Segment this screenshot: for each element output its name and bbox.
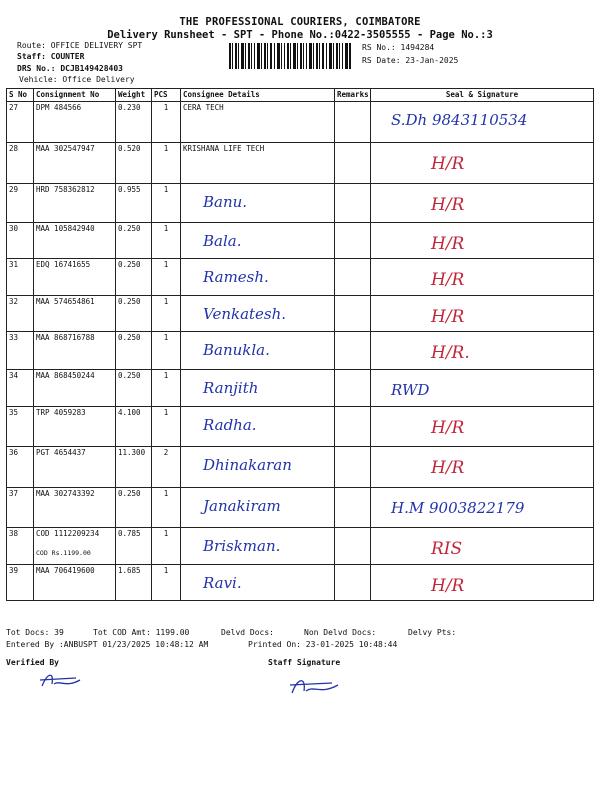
signature-cell (371, 447, 594, 488)
consignment-no-text: MAA 868716788 (36, 333, 95, 342)
pcs-text: 1 (163, 260, 169, 269)
signature-cell (371, 528, 594, 565)
rs-number: RS No.: 1494284 (362, 43, 435, 52)
consignment-no-text: MAA 706419600 (36, 566, 95, 575)
pcs-text: 1 (163, 297, 169, 306)
remarks-cell (335, 223, 371, 259)
cod-amount: COD Rs.1199.00 (36, 549, 91, 557)
consignment-no-text: TRP 4059283 (36, 408, 86, 417)
signature-handwriting: H/R (431, 234, 465, 254)
pcs-text: 2 (163, 448, 169, 457)
table-row (7, 447, 594, 488)
weight-text: 0.230 (118, 103, 141, 112)
table-row (7, 102, 594, 143)
sno-cell (7, 488, 34, 528)
consignment-no-cell (34, 528, 116, 565)
runsheet-title: Delivery Runsheet - SPT - Phone No.:0422-3505555 - Page No.:3 (107, 29, 493, 41)
col-sno: S No (7, 89, 34, 102)
signature-handwriting: H/R (431, 195, 465, 215)
sno-text: 39 (9, 566, 19, 575)
signature-handwriting: H/R (431, 458, 465, 478)
remarks-cell (335, 259, 371, 296)
runsheet-table (6, 88, 594, 601)
table-row (7, 296, 594, 332)
consignment-no-text: MAA 302743392 (36, 489, 95, 498)
signature-handwriting: H/R (431, 307, 465, 327)
signature-cell (371, 332, 594, 370)
weight-text: 0.250 (118, 224, 141, 233)
signature-cell (371, 143, 594, 184)
col-pcs: PCS (152, 89, 181, 102)
sno-cell (7, 102, 34, 143)
table-row (7, 565, 594, 601)
table-row (7, 223, 594, 259)
weight-text: 0.250 (118, 260, 141, 269)
sno-cell (7, 528, 34, 565)
sno-cell (7, 565, 34, 601)
pcs-cell (152, 259, 181, 296)
handwritten-recipient: Ramesh. (203, 268, 269, 286)
weight-text: 0.250 (118, 371, 141, 380)
pcs-cell (152, 332, 181, 370)
signature-cell (371, 259, 594, 296)
sno-cell (7, 259, 34, 296)
pcs-text: 1 (163, 566, 169, 575)
remarks-cell (335, 370, 371, 407)
consignee-text: KRISHANA LIFE TECH (183, 144, 265, 153)
signature-cell (371, 296, 594, 332)
col-signature: Seal & Signature (371, 89, 594, 102)
pcs-cell (152, 488, 181, 528)
weight-text: 0.520 (118, 144, 141, 153)
consignee-cell (181, 528, 335, 565)
consignment-no-cell (34, 223, 116, 259)
consignee-cell (181, 143, 335, 184)
pcs-cell (152, 565, 181, 601)
pcs-text: 1 (163, 333, 169, 342)
staff-signature-mark (286, 673, 346, 697)
weight-cell (116, 447, 152, 488)
consignment-no-text: HRD 758362812 (36, 185, 95, 194)
table-row (7, 407, 594, 447)
consignee-cell (181, 102, 335, 143)
signature-handwriting: H.M 9003822179 (391, 499, 525, 517)
consignment-no-text: DPM 484566 (36, 103, 82, 112)
vehicle-label: Vehicle: Office Delivery (19, 75, 135, 84)
sno-text: 27 (9, 103, 19, 112)
pcs-cell (152, 184, 181, 223)
consignment-no-text: MAA 105842940 (36, 224, 95, 233)
sno-cell (7, 407, 34, 447)
col-remarks: Remarks (335, 89, 371, 102)
pcs-cell (152, 223, 181, 259)
signature-cell (371, 407, 594, 447)
sno-text: 33 (9, 333, 19, 342)
signature-cell (371, 565, 594, 601)
table-row (7, 184, 594, 223)
weight-cell (116, 223, 152, 259)
weight-cell (116, 370, 152, 407)
consignment-no-cell (34, 488, 116, 528)
verified-by-label: Verified By (6, 658, 59, 667)
handwritten-recipient: Venkatesh. (203, 305, 287, 323)
signature-handwriting: RIS (431, 539, 463, 559)
remarks-cell (335, 102, 371, 143)
sno-text: 28 (9, 144, 19, 153)
pcs-text: 1 (163, 144, 169, 153)
table-header-row (7, 89, 594, 102)
sno-cell (7, 184, 34, 223)
staff-label: Staff: COUNTER (17, 52, 85, 61)
pcs-text: 1 (163, 408, 169, 417)
signature-handwriting: H/R. (431, 343, 470, 363)
weight-text: 0.955 (118, 185, 141, 194)
weight-cell (116, 296, 152, 332)
sno-text: 35 (9, 408, 19, 417)
delivery-points: Delvy Pts: (408, 628, 457, 637)
delivered-docs: Delvd Docs: (221, 628, 274, 637)
table-row (7, 143, 594, 184)
weight-cell (116, 184, 152, 223)
consignment-no-cell (34, 259, 116, 296)
signature-cell (371, 102, 594, 143)
weight-cell (116, 102, 152, 143)
sno-text: 37 (9, 489, 19, 498)
consignment-no-text: MAA 574654861 (36, 297, 95, 306)
consignee-cell (181, 184, 335, 223)
total-cod-amount: Tot COD Amt: 1199.00 (93, 628, 190, 637)
col-weight: Weight (116, 89, 152, 102)
remarks-cell (335, 407, 371, 447)
handwritten-recipient: Bala. (203, 232, 242, 250)
non-delivered-docs: Non Delvd Docs: (304, 628, 377, 637)
rs-date: RS Date: 23-Jan-2025 (362, 56, 459, 65)
weight-cell (116, 407, 152, 447)
signature-handwriting: H/R (431, 270, 465, 290)
weight-text: 0.250 (118, 333, 141, 342)
signature-handwriting: H/R (431, 154, 465, 174)
weight-text: 0.250 (118, 297, 141, 306)
pcs-text: 1 (163, 371, 169, 380)
sno-cell (7, 332, 34, 370)
table-row (7, 332, 594, 370)
handwritten-recipient: Janakiram (203, 497, 281, 515)
consignee-cell (181, 565, 335, 601)
consignee-cell (181, 488, 335, 528)
pcs-text: 1 (163, 489, 169, 498)
col-consignment: Consignment No (34, 89, 116, 102)
consignee-cell (181, 332, 335, 370)
staff-signature-label: Staff Signature (268, 658, 341, 667)
weight-text: 4.100 (118, 408, 141, 417)
handwritten-recipient: Briskman. (203, 537, 281, 555)
signature-cell (371, 370, 594, 407)
barcode (229, 43, 352, 69)
table-row (7, 259, 594, 296)
sno-text: 31 (9, 260, 19, 269)
signature-cell (371, 488, 594, 528)
signature-cell (371, 184, 594, 223)
consignment-no-cell (34, 143, 116, 184)
consignment-no-cell (34, 332, 116, 370)
weight-cell (116, 259, 152, 296)
weight-text: 0.785 (118, 529, 141, 538)
consignee-cell (181, 370, 335, 407)
pcs-cell (152, 528, 181, 565)
consignee-text: CERA TECH (183, 103, 224, 112)
handwritten-recipient: Banukla. (203, 341, 270, 359)
sno-text: 32 (9, 297, 19, 306)
weight-cell (116, 143, 152, 184)
route-label: Route: OFFICE DELIVERY SPT (17, 41, 143, 50)
pcs-cell (152, 407, 181, 447)
pcs-cell (152, 447, 181, 488)
consignment-no-cell (34, 102, 116, 143)
consignment-no-text: MAA 302547947 (36, 144, 95, 153)
pcs-cell (152, 296, 181, 332)
signature-handwriting: S.Dh 9843110534 (391, 111, 528, 129)
sno-cell (7, 370, 34, 407)
weight-cell (116, 528, 152, 565)
consignment-no-cell (34, 370, 116, 407)
pcs-cell (152, 370, 181, 407)
signature-handwriting: H/R (431, 576, 465, 596)
consignment-no-cell (34, 184, 116, 223)
remarks-cell (335, 184, 371, 223)
pcs-cell (152, 143, 181, 184)
sno-cell (7, 447, 34, 488)
sno-cell (7, 143, 34, 184)
consignment-no-text: COD 1112209234 (36, 529, 100, 538)
consignee-cell (181, 296, 335, 332)
consignment-no-text: PGT 4654437 (36, 448, 86, 457)
consignment-no-text: EDQ 16741655 (36, 260, 91, 269)
weight-cell (116, 332, 152, 370)
weight-text: 1.685 (118, 566, 141, 575)
sno-text: 30 (9, 224, 19, 233)
entered-by: Entered By :ANBUSPT 01/23/2025 10:48:12 AM (6, 640, 209, 649)
signature-handwriting: RWD (391, 381, 430, 399)
consignment-no-cell (34, 565, 116, 601)
pcs-cell (152, 102, 181, 143)
consignment-no-cell (34, 296, 116, 332)
company-title: THE PROFESSIONAL COURIERS, COIMBATORE (179, 16, 421, 28)
sno-cell (7, 296, 34, 332)
weight-cell (116, 488, 152, 528)
pcs-text: 1 (163, 529, 169, 538)
weight-cell (116, 565, 152, 601)
sno-text: 34 (9, 371, 19, 380)
consignee-cell (181, 223, 335, 259)
pcs-text: 1 (163, 103, 169, 112)
col-consignee: Consignee Details (181, 89, 335, 102)
sno-text: 29 (9, 185, 19, 194)
consignee-cell (181, 447, 335, 488)
handwritten-recipient: Dhinakaran (203, 456, 292, 474)
pcs-text: 1 (163, 185, 169, 194)
weight-text: 11.300 (118, 448, 146, 457)
sno-cell (7, 223, 34, 259)
verified-by-signature (36, 668, 86, 692)
remarks-cell (335, 565, 371, 601)
remarks-cell (335, 143, 371, 184)
sno-text: 36 (9, 448, 19, 457)
remarks-cell (335, 447, 371, 488)
handwritten-recipient: Ravi. (203, 574, 242, 592)
handwritten-recipient: Ranjith (203, 379, 259, 397)
consignment-no-text: MAA 868450244 (36, 371, 95, 380)
handwritten-recipient: Banu. (203, 193, 248, 211)
remarks-cell (335, 488, 371, 528)
remarks-cell (335, 528, 371, 565)
consignee-cell (181, 259, 335, 296)
table-row (7, 370, 594, 407)
table-row (7, 488, 594, 528)
pcs-text: 1 (163, 224, 169, 233)
drs-number: DRS No.: DCJB149428403 (17, 64, 123, 73)
consignment-no-cell (34, 407, 116, 447)
remarks-cell (335, 332, 371, 370)
printed-on: Printed On: 23-01-2025 10:48:44 (248, 640, 398, 649)
signature-handwriting: H/R (431, 418, 465, 438)
sno-text: 38 (9, 529, 19, 538)
remarks-cell (335, 296, 371, 332)
table-row (7, 528, 594, 565)
total-docs: Tot Docs: 39 (6, 628, 64, 637)
consignment-no-cell (34, 447, 116, 488)
consignee-cell (181, 407, 335, 447)
handwritten-recipient: Radha. (203, 416, 257, 434)
weight-text: 0.250 (118, 489, 141, 498)
signature-cell (371, 223, 594, 259)
